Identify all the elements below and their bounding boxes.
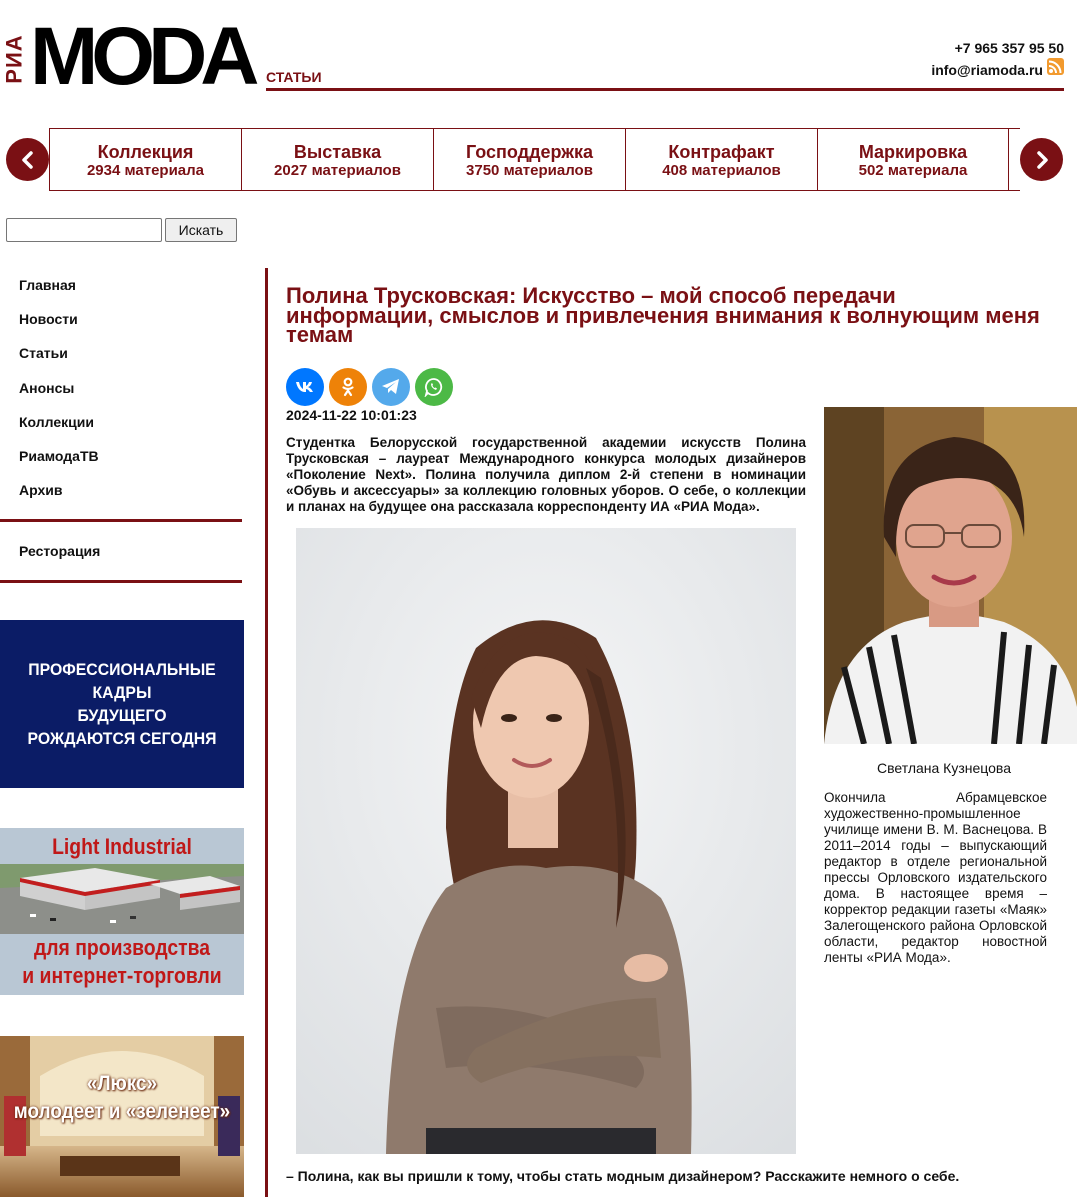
banner-line: БУДУЩЕГО: [77, 706, 167, 725]
odnoklassniki-icon: [341, 377, 355, 397]
banner-line: и интернет-торговли: [22, 963, 222, 988]
banner-heading: Light Industrial: [52, 834, 192, 859]
contact-phone[interactable]: +7 965 357 95 50: [954, 40, 1064, 56]
article-lead: Студентка Белорусской государственной академии искусств Полина Трусковская – лауреат Международного конкурса молодых дизайнеров «Поколение Next». Полина получила диплом 2-й степени в номинации «Обувь и аксессуары» за коллекцию головных уборов. О себе, о коллекции и планах на будущее она рассказала корреспонденту ИА «РИА Мода».: [286, 435, 806, 514]
whatsapp-icon: [424, 377, 444, 397]
telegram-icon: [381, 378, 401, 396]
share-bar: [286, 368, 453, 406]
nav-item-restoration[interactable]: Ресторация: [19, 543, 101, 559]
category-item-collection[interactable]: [49, 129, 241, 190]
logo-moda-text: MODA: [30, 11, 253, 102]
section-label[interactable]: СТАТЬИ: [266, 69, 322, 85]
nav-divider: [0, 580, 242, 583]
site-logo[interactable]: [2, 11, 266, 102]
category-title: Господдержка: [465, 142, 594, 162]
category-item-counterfeit[interactable]: [625, 129, 817, 190]
ad-banner-personnel[interactable]: [0, 620, 244, 788]
banner-line: РОЖДАЮТСЯ СЕГОДНЯ: [27, 729, 217, 748]
nav-item-articles[interactable]: Статьи: [19, 345, 68, 361]
category-count: 2027 материалов: [274, 162, 401, 179]
author-bio: Окончила Абрамцевское художественно-промышленное училище имени В. М. Васнецова. В 2011–2014 годы – выпускающий редактор в отделе региональной прессы Орловского издательского дома. В настоящее время – корректор редакции газеты «Маяк» Залегощенского района Орловской области, редактор новостной ленты «РИА Мода».: [824, 790, 1047, 965]
category-title: Коллекция: [97, 142, 194, 162]
nav-item-collections[interactable]: Коллекции: [19, 414, 94, 430]
category-item-state-support[interactable]: [433, 129, 625, 190]
category-item-labeling[interactable]: [817, 129, 1009, 190]
category-count: 408 материалов: [662, 162, 781, 179]
logo-ria-text: РИА: [2, 34, 27, 84]
banner-line: для производства: [33, 935, 211, 960]
share-ok-button[interactable]: [329, 368, 367, 406]
contact-email[interactable]: info@riamoda.ru: [931, 62, 1043, 78]
content-divider: [265, 268, 268, 1197]
ad-banner-lux[interactable]: [0, 1036, 244, 1197]
category-count: 3750 материалов: [466, 162, 593, 179]
category-carousel: [49, 128, 1020, 191]
carousel-next-button[interactable]: [1020, 138, 1063, 181]
nav-item-news[interactable]: Новости: [19, 311, 78, 327]
category-count: 2934 материала: [86, 162, 205, 179]
share-vk-button[interactable]: [286, 368, 324, 406]
share-whatsapp-button[interactable]: [415, 368, 453, 406]
category-title: Маркировка: [858, 142, 968, 162]
interview-question: – Полина, как вы пришли к тому, чтобы стать модным дизайнером? Расскажите немного о себе.: [286, 1168, 960, 1184]
nav-divider: [0, 519, 242, 522]
carousel-prev-button[interactable]: [6, 138, 49, 181]
banner-line: «Люкс»: [86, 1072, 158, 1095]
ad-banner-light-industrial[interactable]: [0, 828, 244, 995]
category-count: 502 материала: [858, 162, 968, 179]
nav-item-home[interactable]: Главная: [19, 277, 76, 293]
share-telegram-button[interactable]: [372, 368, 410, 406]
article-main-photo: [296, 528, 796, 1154]
author-name[interactable]: Светлана Кузнецова: [877, 760, 1011, 776]
vk-icon: [295, 381, 315, 393]
nav-item-announcements[interactable]: Анонсы: [19, 380, 75, 396]
banner-line: ПРОФЕССИОНАЛЬНЫЕ КАДРЫ: [28, 660, 216, 702]
search-input[interactable]: [6, 218, 162, 242]
article-title: Полина Трусковская: Искусство – мой способ передачи информации, смыслов и привлечения внимания к волнующим меня темам: [286, 283, 1040, 347]
rss-icon[interactable]: [1047, 58, 1064, 75]
search-button[interactable]: Искать: [165, 218, 237, 242]
chevron-right-icon: [1032, 150, 1052, 170]
chevron-left-icon: [18, 150, 38, 170]
category-title: Контрафакт: [668, 142, 775, 162]
banner-line: молодеет и «зеленеет»: [13, 1100, 231, 1123]
header-divider: [266, 88, 1064, 91]
category-title: Выставка: [293, 142, 382, 162]
category-item-exhibition[interactable]: [241, 129, 433, 190]
author-photo: [824, 407, 1077, 744]
nav-item-riamodatv[interactable]: РиамодаТВ: [19, 448, 99, 464]
article-date: 2024-11-22 10:01:23: [286, 407, 417, 423]
nav-item-archive[interactable]: Архив: [19, 482, 63, 498]
